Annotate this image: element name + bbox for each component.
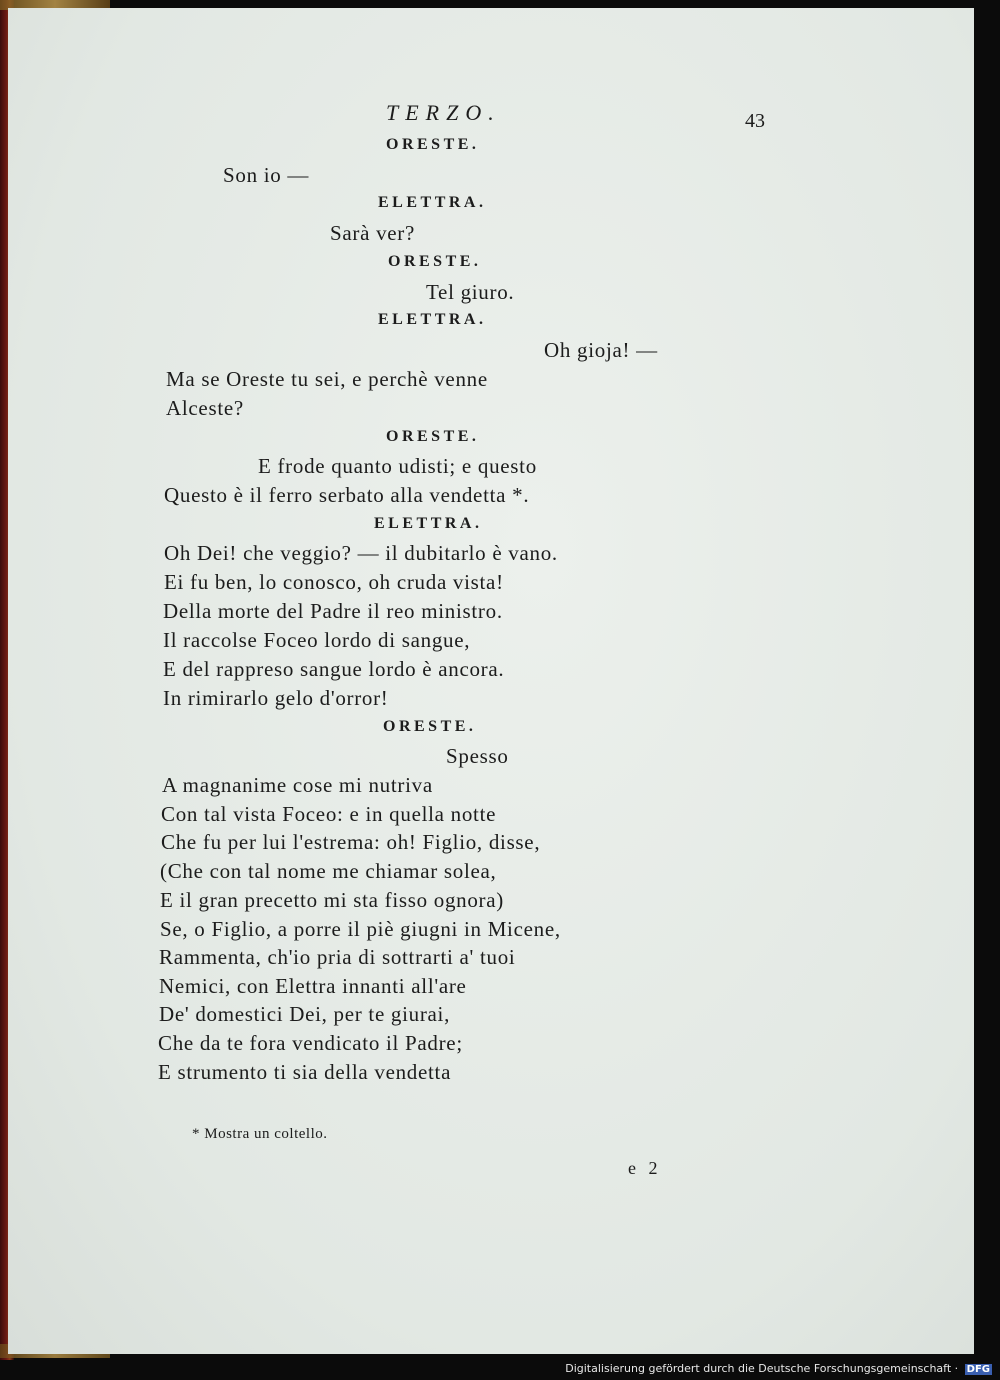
speaker-label: ELETTRA. [374,515,483,532]
verse-line: (Che con tal nome me chiamar solea, [160,859,497,883]
verse-line: Sarà ver? [330,221,415,245]
speaker-label: ELETTRA. [378,194,487,211]
footnote: * Mostra un coltello. [192,1126,328,1142]
credit-text: Digitalisierung gefördert durch die Deutsche Forschungsgemeinschaft · [565,1362,959,1375]
speaker-label: ORESTE. [383,718,477,735]
verse-line: E il gran precetto mi sta fisso ognora) [160,888,504,912]
verse-line: Rammenta, ch'io pria di sottrarti a' tuoi [159,945,516,969]
verse-line: Oh gioja! — [544,338,658,362]
verse-line: Nemici, con Elettra innanti all'are [159,974,467,998]
verse-line: E frode quanto udisti; e questo [258,454,537,478]
verse-line: E strumento ti sia della vendetta [158,1060,452,1084]
digitization-credit [565,1362,992,1375]
verse-line: Ma se Oreste tu sei, e perchè venne [166,367,488,391]
verse-line: Con tal vista Foceo: e in quella notte [161,802,497,826]
verse-line: Se, o Figlio, a porre il piè giugni in Micene, [160,917,561,941]
signature-mark: e 2 [628,1158,662,1178]
verse-line: Della morte del Padre il reo ministro. [163,599,503,623]
verse-line: De' domestici Dei, per te giurai, [159,1002,451,1026]
speaker-label: ORESTE. [386,428,480,445]
verse-line: Alceste? [166,396,244,420]
verse-line: Il raccolse Foceo lordo di sangue, [163,628,471,652]
running-header: TERZO. [386,100,501,125]
verse-line: Spesso [446,744,509,768]
verse-line: Che da te fora vendicato il Padre; [158,1031,463,1055]
verse-line: In rimirarlo gelo d'orror! [163,686,389,710]
verse-line: Questo è il ferro serbato alla vendetta *. [164,483,530,507]
verse-line: Oh Dei! che veggio? — il dubitarlo è vano. [164,541,558,565]
verse-line: Ei fu ben, lo conosco, oh cruda vista! [164,570,504,594]
verse-line: A magnanime cose mi nutriva [162,773,433,797]
verse-line: E del rappreso sangue lordo è ancora. [163,657,505,681]
verse-line: Che fu per lui l'estrema: oh! Figlio, disse, [161,830,541,854]
speaker-label: ORESTE. [386,136,480,153]
verse-line: Son io — [223,163,310,187]
speaker-label: ELETTRA. [378,311,487,328]
verse-line: Tel giuro. [426,280,515,304]
book-page [8,8,974,1354]
speaker-label: ORESTE. [388,253,482,270]
dfg-logo: DFG [966,1364,990,1375]
page-number: 43 [745,110,765,132]
